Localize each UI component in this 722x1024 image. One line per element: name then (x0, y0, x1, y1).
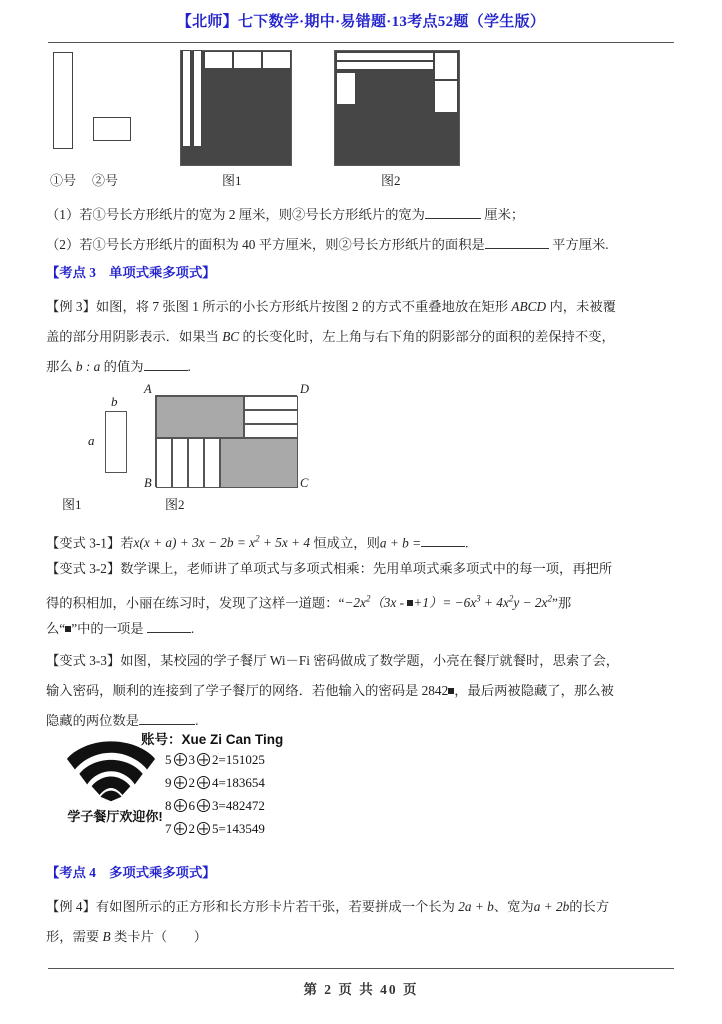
question-1-tail: 厘米； (484, 207, 525, 222)
top-figure-group (0, 46, 722, 196)
eq-result: 482472 (225, 798, 265, 813)
answer-blank[interactable] (421, 546, 465, 547)
fig1-horizontal-strip (204, 51, 233, 69)
variant-3-2-tag: 【变式 3-2】 (46, 561, 121, 576)
variant-3-2-tail: . (190, 621, 195, 636)
wifi-account-label: 账号： (141, 732, 182, 747)
top-left-shaded-region (156, 396, 244, 438)
page-footer: 第 2 页 共 40 页 (303, 982, 419, 997)
answer-blank[interactable] (425, 218, 481, 219)
answer-blank[interactable] (139, 724, 195, 725)
variant-3-1-target: a + b = (379, 535, 422, 551)
section-heading-kaodian-3: 【考点 3 单项式乘多项式】 (46, 265, 216, 280)
variant-3-2-text-c: ”那 (551, 595, 572, 611)
eq-operand-a: 9 (165, 775, 172, 790)
vertex-label-c: C (300, 476, 309, 490)
example-3-text-e: 那么 (46, 359, 76, 374)
variant-3-3-text-a: 如图，某校园的学子餐厅 Wi－Fi 密码做成了数学题，小亮在餐厅就餐时，思索了会， (120, 653, 620, 668)
label-a: a (88, 433, 95, 448)
example-4-line-2 (46, 922, 678, 952)
wifi-equation-row: 5 3 2=151025 (165, 752, 265, 767)
variant-3-1-text-b: 恒成立，则 (310, 535, 380, 551)
fig2-strip (336, 61, 434, 70)
top-right-strip (244, 410, 298, 424)
wifi-account-line (141, 728, 283, 748)
eq-operand-c: 3 (212, 798, 219, 813)
rect-abcd-label: ABCD (511, 299, 547, 314)
variant-3-2-line-1 (46, 554, 678, 584)
example-4-text-a: 有如图所示的正方形和长方形卡片若干张，若要拼成一个长为 (95, 899, 459, 914)
eq-result: 183654 (225, 775, 265, 790)
fig1-vertical-strip (193, 50, 202, 147)
fig1-vertical-strip (182, 50, 191, 147)
footer-divider (48, 968, 674, 969)
example-3-text-d: 的长变化时，左上角与右下角的阴影部分的面积的差保持不变， (239, 329, 615, 344)
wifi-equation-row: 8 6 3=482472 (165, 798, 265, 813)
wifi-caption: 学子餐厅欢迎你! (67, 809, 163, 824)
label-piece-1: ①号 (50, 173, 77, 188)
bottom-right-shaded-region (220, 438, 298, 488)
fig2-strip (336, 72, 356, 105)
wifi-equation-row: 9 2 4=183654 (165, 775, 265, 790)
top-figure-1 (180, 50, 292, 166)
variant-3-1-equation: $x(x + a) + 3x - 2b = x^2 + 5x + 4$ (133, 534, 311, 551)
label-mid-fig1: 图1 (62, 497, 82, 512)
question-2-text: （2）若①号长方形纸片的面积为 40 平方厘米，则②号长方形纸片的面积是 (46, 237, 485, 252)
oplus-icon (197, 799, 210, 812)
eq-operand-a: 5 (165, 752, 172, 767)
bottom-left-strip (172, 438, 188, 488)
oplus-icon (174, 776, 187, 789)
fig2-strip (434, 52, 458, 80)
oplus-icon (197, 776, 210, 789)
fig1-horizontal-strip (233, 51, 262, 69)
eq-operand-a: 7 (165, 821, 172, 836)
example-3-line-1 (46, 292, 678, 322)
vertex-label-a: A (144, 382, 152, 396)
wifi-account-name: Xue Zi Can Ting (181, 732, 284, 747)
bottom-left-strip (156, 438, 172, 488)
example-3-text-c: 盖的部分用阴影表示．如果当 (46, 329, 223, 344)
hidden-term-square-icon (65, 626, 71, 632)
eq-operand-b: 2 (188, 775, 195, 790)
variant-3-1-tag: 【变式 3-1】 (46, 535, 121, 551)
hidden-term-square-icon (407, 600, 413, 606)
label-b: b (111, 394, 118, 409)
variant-3-3-text-c: 隐藏的两位数是 (46, 713, 140, 728)
dimension-width: a + 2b (533, 899, 570, 914)
rectangle-abcd (155, 395, 297, 487)
bottom-left-strip (188, 438, 204, 488)
fig1-horizontal-strip (262, 51, 291, 69)
section-heading-kaodian-4: 【考点 4 多项式乘多项式】 (46, 865, 216, 880)
label-piece-2: ②号 (92, 173, 119, 188)
bottom-left-strip (204, 438, 220, 488)
dimension-length: 2a + b (458, 899, 494, 914)
variant-3-3-tag: 【变式 3-3】 (46, 653, 121, 668)
page-title: 【北师】七下数学·期中·易错题·13考点52题（学生版） (176, 14, 546, 30)
example-3-text-f: 的值为 (100, 359, 144, 374)
unit-rectangle (105, 411, 127, 473)
hidden-digit-square-icon (448, 688, 454, 694)
wifi-figure-group (55, 726, 375, 851)
variant-3-2-text-a: 数学课上，老师讲了单项式与多项式相乘：先用单项式乘多项式中的每一项，再把所 (120, 561, 613, 576)
eq-operand-c: 5 (212, 821, 219, 836)
example-3-figure-group (40, 372, 360, 512)
label-top-fig1: 图1 (222, 173, 242, 188)
fig2-strip (434, 80, 458, 113)
variant-3-3-line-2 (46, 676, 678, 706)
example-3-text-a: 如图，将 7 张图 1 所示的小长方形纸片按图 2 的方式不重叠地放在矩形 (95, 299, 512, 314)
card-type-label: B (102, 929, 111, 944)
paper-piece-1 (53, 52, 73, 149)
answer-blank[interactable] (144, 370, 188, 371)
top-right-strip (244, 424, 298, 438)
example-4-line-1 (46, 892, 678, 922)
header-divider (48, 42, 674, 43)
oplus-icon (174, 822, 187, 835)
question-2 (46, 230, 676, 260)
label-mid-fig2: 图2 (165, 497, 185, 512)
example-3-tag: 【例 3】 (46, 299, 96, 314)
top-right-strip (244, 396, 298, 410)
vertex-label-b: B (144, 476, 152, 490)
eq-operand-b: 3 (188, 752, 195, 767)
paper-piece-2 (93, 117, 131, 141)
oplus-icon (174, 799, 187, 812)
wifi-equation-row: 7 2 5=143549 (165, 821, 265, 836)
oplus-icon (197, 753, 210, 766)
label-top-fig2: 图2 (381, 173, 401, 188)
segment-bc-label: BC (222, 329, 240, 344)
question-1 (46, 200, 676, 230)
example-4-text-e: 类卡片（ ） (110, 929, 208, 944)
variant-3-3-line-1 (46, 646, 678, 676)
example-4-text-c: 的长方 (569, 899, 610, 914)
eq-result: 143549 (225, 821, 265, 836)
eq-operand-b: 2 (188, 821, 195, 836)
eq-result: 151025 (225, 752, 265, 767)
fig2-strip (336, 52, 434, 61)
variant-3-2-formula: $-2x^2(3x - +1)= -6x^3 + 4x^2y - 2x^2$ (344, 594, 552, 611)
eq-operand-c: 2 (212, 752, 219, 767)
oplus-icon (197, 822, 210, 835)
eq-operand-c: 4 (212, 775, 219, 790)
variant-3-3-text-b: 输入密码，顺利的连接到了学子餐厅的网络．若他输入的密码是 2842 ，最后两被隐藏了，那么被 (46, 683, 614, 698)
question-1-text: （1）若①号长方形纸片的宽为 2 厘米，则②号长方形纸片的宽为 (46, 207, 425, 222)
variant-3-2-line-3 (46, 614, 678, 644)
answer-blank[interactable] (147, 632, 191, 633)
example-4-tag: 【例 4】 (46, 899, 96, 914)
example-3-text-g: . (187, 359, 191, 374)
example-4-text-d: 形，需要 (46, 929, 103, 944)
example-3-text-b: 内，未被覆 (546, 299, 616, 314)
vertex-label-d: D (300, 382, 310, 396)
eq-operand-a: 8 (165, 798, 172, 813)
oplus-icon (174, 753, 187, 766)
eq-operand-b: 6 (188, 798, 195, 813)
variant-3-3-tail: . (195, 713, 199, 728)
variant-3-1-text-a: 若 (120, 535, 134, 551)
question-2-tail: 平方厘米. (552, 237, 609, 252)
top-figure-2 (334, 50, 460, 166)
answer-blank[interactable] (485, 248, 549, 249)
variant-3-2-text-b: 得的积相加，小丽在练习时，发现了这样一道题：“ (46, 595, 345, 611)
ratio-label: b : a (75, 359, 101, 374)
variant-3-2-text-d: 么“ ”中的一项是 (46, 621, 144, 636)
variant-3-1-tail: . (465, 535, 469, 551)
example-4-text-b: 、宽为 (493, 899, 534, 914)
example-3-line-2 (46, 322, 678, 352)
